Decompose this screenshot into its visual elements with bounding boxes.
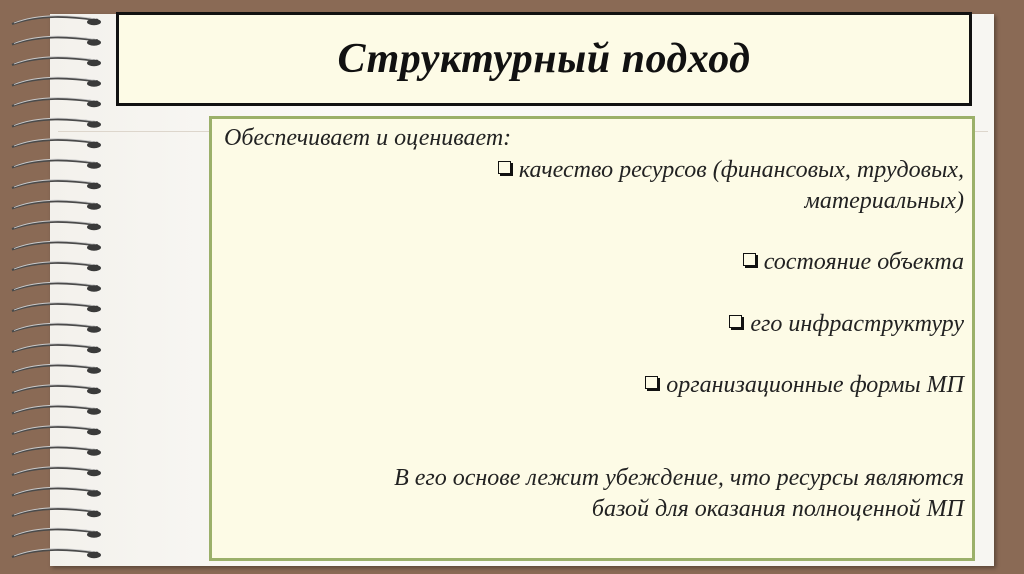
title-box: [116, 12, 972, 106]
checkbox-icon: [498, 161, 511, 174]
spiral-hole: [87, 203, 101, 209]
spiral-binding-icon: [0, 10, 115, 566]
spiral-hole: [87, 347, 101, 353]
spiral-hole: [87, 265, 101, 271]
content-box: [209, 116, 975, 561]
spiral-hole: [87, 183, 101, 189]
spiral-hole: [87, 224, 101, 230]
spiral-hole: [87, 449, 101, 455]
list-item: [645, 370, 964, 401]
spiral-hole: [87, 121, 101, 127]
spiral-hole: [87, 531, 101, 537]
checkbox-icon: [645, 376, 658, 389]
spiral-hole: [87, 511, 101, 517]
conclusion-line: базой для оказания полноценной МП: [591, 496, 964, 522]
spiral-hole: [87, 244, 101, 250]
slide-title: Структурный подход: [337, 36, 751, 82]
spiral-hole: [87, 60, 101, 66]
spiral-hole: [87, 388, 101, 394]
list-item: [498, 155, 964, 217]
intro-text: Обеспечивает и оценивает:: [224, 125, 512, 151]
list-item-text: качество ресурсов (финансовых, трудовых,: [518, 157, 964, 183]
spiral-hole: [87, 19, 101, 25]
spiral-hole: [87, 470, 101, 476]
spiral-hole: [87, 552, 101, 558]
checkbox-icon: [743, 253, 756, 266]
list-item-text: материальных): [804, 188, 964, 214]
spiral-hole: [87, 162, 101, 168]
list-item: [743, 247, 964, 278]
spiral-hole: [87, 429, 101, 435]
spiral-hole: [87, 306, 101, 312]
spiral-hole: [87, 80, 101, 86]
spiral-hole: [87, 285, 101, 291]
list-item-text: организационные формы МП: [666, 372, 964, 398]
spiral-hole: [87, 326, 101, 332]
spiral-hole: [87, 367, 101, 373]
spiral-hole: [87, 408, 101, 414]
checkbox-icon: [729, 315, 742, 328]
spiral-hole: [87, 142, 101, 148]
spiral-hole: [87, 490, 101, 496]
conclusion-line: В его основе лежит убеждение, что ресурсы являются: [394, 465, 964, 491]
list-item-text: состояние объекта: [763, 249, 964, 275]
list-item: [729, 309, 964, 340]
conclusion-text: [394, 463, 964, 525]
spiral-hole: [87, 39, 101, 45]
spiral-hole: [87, 101, 101, 107]
list-item-text: его инфраструктуру: [750, 311, 964, 337]
